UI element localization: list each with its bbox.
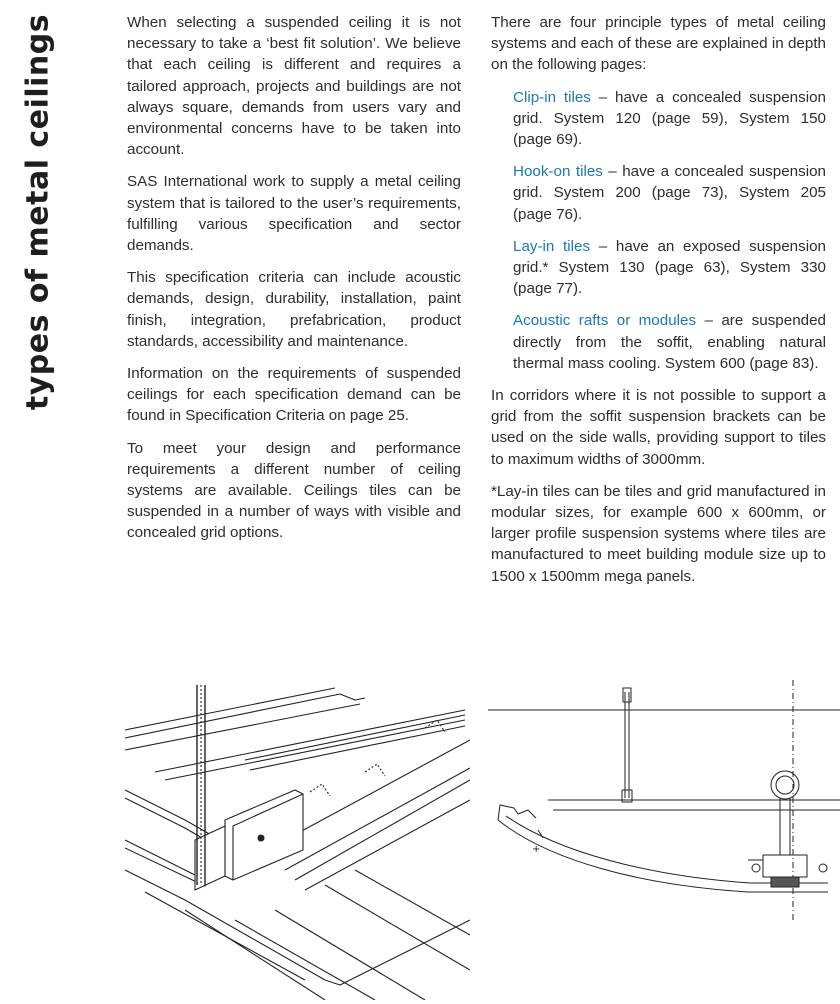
- paragraph-best-fit: When selecting a suspended ceiling it is not necessary to take a ‘best fit solution’. We believe that each ceiling is different and requires a tailored approach, projects and buildings are not always square, demands from users vary and environmental concerns have to be taken into account.: [127, 14, 461, 159]
- list-item-lay-in: [513, 236, 826, 300]
- paragraph-sas-international: SAS International work to supply a metal ceiling system that is tailored to the user’s requirements, fulfilling various specification and sector demands.: [127, 173, 461, 255]
- paragraph-corridors: In corridors where it is not possible to support a grid from the soffit suspension brackets can be used on the side walls, providing support to tiles to maximum widths of 3000mm.: [491, 387, 826, 468]
- paragraph-design-performance: To meet your design and performance requirements a different number of ceiling systems are available. Ceilings tiles can be suspended in a number of ways with visible and concealed grid options.: [127, 439, 461, 542]
- desc-hook-on: – have a concealed suspension grid. System 200 (page 73), System 205 (page 76).: [513, 163, 826, 223]
- left-text-column: [127, 12, 461, 555]
- side-title-band: [0, 0, 60, 420]
- paragraph-specification-criteria: This specification criteria can include acoustic demands, design, durability, installation, paint finish, integration, prefabrication, product standards, accessibility and maintenance.: [127, 269, 461, 350]
- svg-text:+: +: [532, 844, 541, 855]
- desc-clip-in: – have a concealed suspension grid. System 120 (page 59), System 150 (page 69).: [513, 88, 826, 149]
- acoustic-raft-section-drawing: [488, 680, 840, 920]
- term-acoustic-rafts: Acoustic rafts or modules: [513, 312, 697, 330]
- page-title: types of metal ceilings: [20, 13, 56, 411]
- paragraph-intro: There are four principle types of metal ceiling systems and each of these are explained in depth on the following pages:: [491, 14, 826, 74]
- list-item-acoustic-rafts: [513, 310, 826, 374]
- paragraph-requirements-reference: Information on the requirements of suspended ceilings for each specification demand can be found in Specification Criteria on page 25.: [127, 365, 461, 425]
- term-lay-in: Lay-in tiles: [513, 237, 591, 255]
- list-item-hook-on: [513, 161, 826, 225]
- desc-lay-in: – have an exposed suspension grid.* System 130 (page 63), System 330 (page 77).: [513, 237, 826, 298]
- term-hook-on: Hook-on tiles: [513, 163, 603, 181]
- paragraph-footnote: *Lay-in tiles can be tiles and grid manufactured in modular sizes, for example 600 x 600mm, or larger profile suspension systems where tiles are manufactured to meet building module size up to 1500 x 1500mm mega panels.: [491, 482, 826, 585]
- desc-acoustic-rafts: – are suspended directly from the soffit, enabling natural thermal mass cooling. System 600 (page 83).: [513, 312, 826, 372]
- list-item-clip-in: [513, 87, 826, 151]
- right-text-column: [491, 12, 826, 598]
- term-clip-in: Clip-in tiles: [513, 88, 591, 106]
- ceiling-grid-isometric-drawing: [125, 680, 470, 1000]
